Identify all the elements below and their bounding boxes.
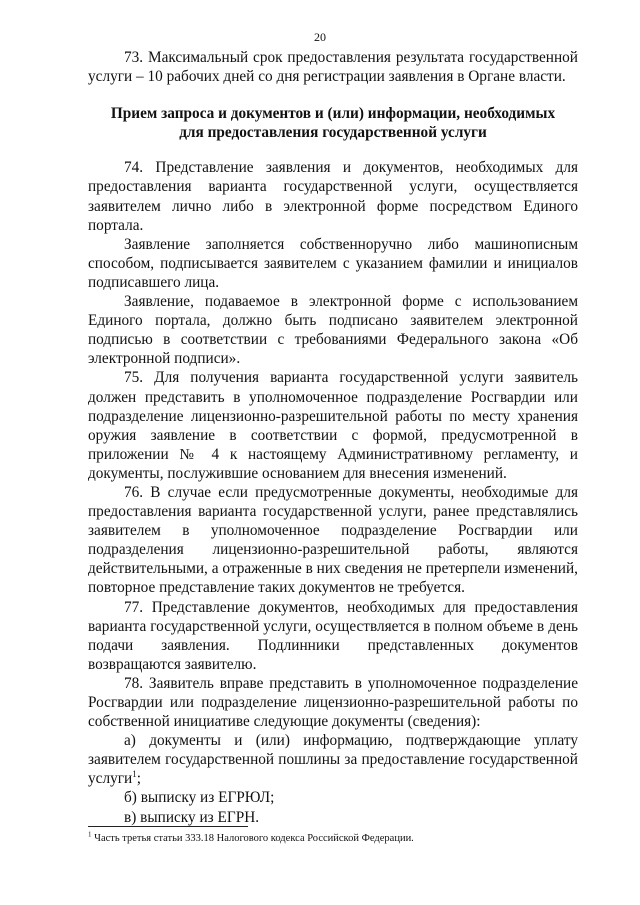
list-item-a [88,731,578,788]
footnote [88,832,578,845]
paragraph-74-application-form: Заявление заполняется собственноручно либо машинописным способом, подписывается заявителем с указанием фамилии и инициалов подписавшего лица. [88,235,578,291]
section-heading [88,104,578,142]
section-heading-line-2: для предоставления государственной услуги [179,124,487,142]
paragraph-75: 75. Для получения варианта государственной услуги заявитель должен представить в уполномоченное подразделение Росгвардии или подразделение лицензионно-разрешительной работы по месту хранения оружия заявление в соответствии с формой, предусмотренной в приложении № 4 к настоящему Административному регламенту, и документы, послужившие основанием для внесения изменений. [88,369,578,482]
footnote-mark: 1 [88,830,92,839]
list-item-a-end: ; [136,770,141,788]
page-body [88,48,578,827]
list-item-b: б) выписку из ЕГРЮЛ; [124,789,275,807]
paragraph-74-electronic-form: Заявление, подаваемое в электронной форме с использованием Единого портала, должно быть подписано заявителем электронной подписью в соответствии с требованиями Федерального закона «Об электронной подписи». [88,293,578,368]
paragraph-77: 77. Представление документов, необходимых для предоставления варианта государственной услуги, осуществляется в полном объеме в день подачи заявления. Подлинники представленных документов возвращаются заявителю. [88,598,578,673]
paragraph-73: 73. Максимальный срок предоставления результата государственной услуги – 10 рабочих дней со дня регистрации заявления в Органе власти. [88,49,578,86]
paragraph-76: 76. В случае если предусмотренные документы, необходимые для предоставления варианта государственной услуги, ранее представлялись заявителем в уполномоченное подразделение Росгвардии или подразделения лицензионно-разрешительной работы, являются действительными, а отраженные в них сведения не претерпели изменений, повторное представление таких документов не требуется. [88,483,578,597]
list-item-c: в) выписку из ЕГРН. [124,808,260,826]
list-item-a-text: а) документы и (или) информацию, подтверждающие уплату заявителем государственной пошлины за предоставление государственной услуги [88,732,578,788]
section-heading-line-1: Прием запроса и документов и (или) информации, необходимых [110,105,556,123]
paragraph-74: 74. Представление заявления и документов, необходимых для предоставления варианта государственной услуги, осуществляется заявителем лично либо в электронной форме посредством Единого портала. [88,159,578,234]
footnote-reference: 1 [132,769,137,780]
footnote-divider [88,826,248,827]
page-number: 20 [314,30,326,44]
footnote-text: Часть третья статьи 333.18 Налогового кодекса Российской Федерации. [94,833,414,844]
paragraph-78: 78. Заявитель вправе представить в уполномоченное подразделение Росгвардии или подразделение лицензионно-разрешительной работы по собственной инициативе следующие документы (сведения): [88,674,578,731]
